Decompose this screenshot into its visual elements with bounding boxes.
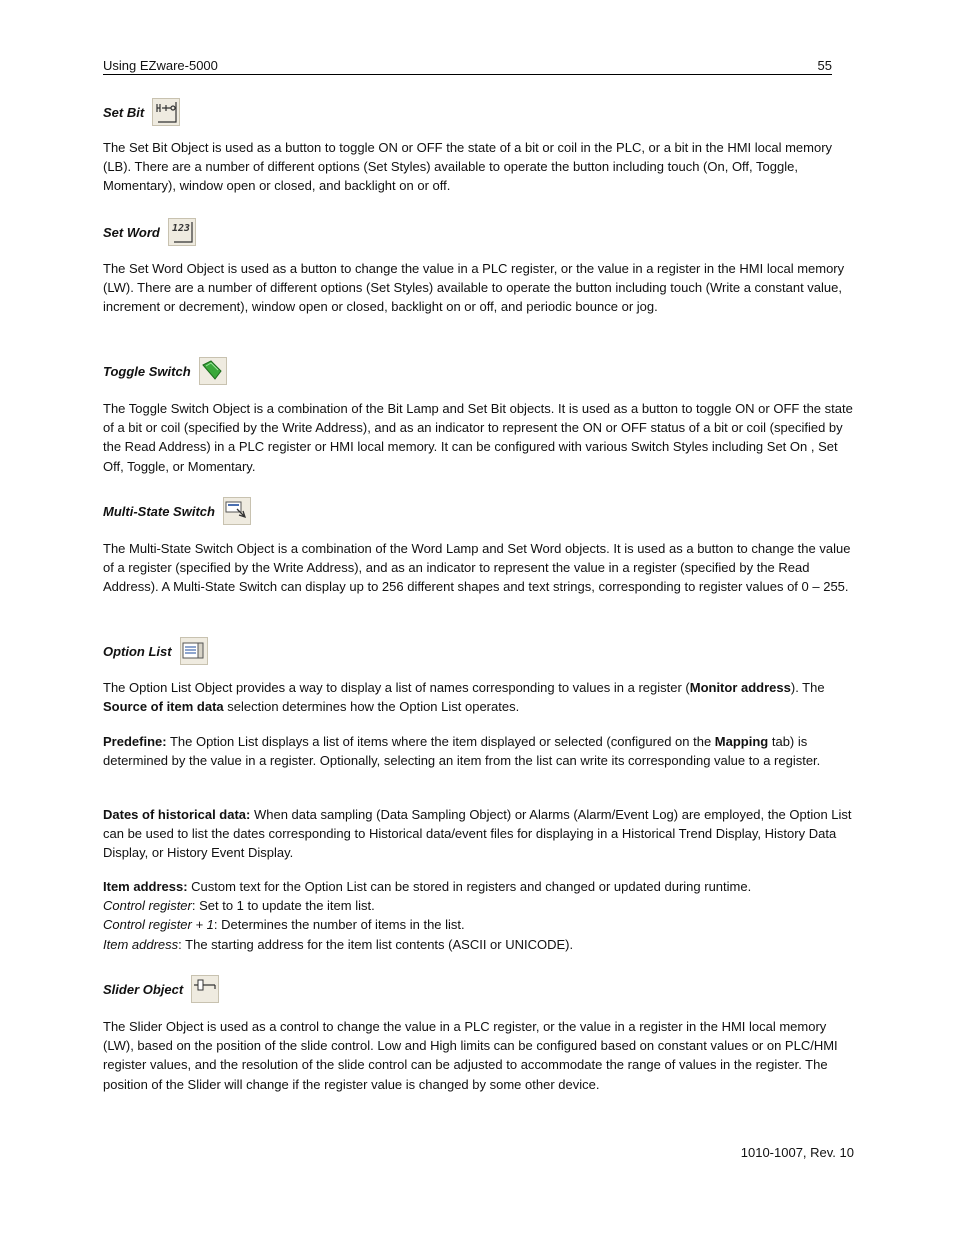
multi-state-switch-icon (223, 497, 251, 525)
predefine-text: The Option List displays a list of items where the item displayed or selected (configured on the (166, 734, 715, 749)
multi-state-switch-title: Multi-State Switch (103, 504, 215, 519)
option-list-intro-end: selection determines how the Option List operates. (223, 699, 520, 715)
set-word-description: The Set Word Object is used as a button to change the value in a PLC register, or the value in a register in the HMI local memory (LW). There are a number of different options (Set Styles) available to operate the button including touch (Write a constant value, increment or decrement), window open or closed, backlight on or off, and periodic bounce or jog. (103, 261, 845, 315)
set-bit-title: Set Bit (103, 105, 145, 120)
control-register-plus-one-label: Control register + 1 (103, 917, 214, 933)
set-word-title: Set Word (103, 225, 160, 240)
monitor-address-term: Monitor address (689, 680, 791, 695)
slider-icon (191, 975, 219, 1003)
source-of-item-data-term: Source of item data (103, 699, 224, 715)
multi-state-switch-description: The Multi-State Switch Object is a combination of the Word Lamp and Set Word objects. It is used as a button to change the value of a register (specified by the Write Address), and as an indicator to represent the value in a register (specified by the Read Address). A Multi-State Switch can display up to 256 different shapes and text strings, corresponding to register values of 0 – 255. (103, 541, 851, 595)
item-address-italic-label: Item address (103, 936, 179, 952)
item-address-text: Custom text for the Option List can be stored in registers and changed or updated during runtime. (187, 879, 752, 894)
mapping-term: Mapping (714, 734, 769, 749)
option-list-intro-text: The Option List Object provides a way to display a list of names corresponding to values in a register ( (103, 680, 690, 695)
slider-heading (103, 969, 219, 997)
toggle-switch-icon (199, 357, 227, 385)
control-register-text: : Set to 1 to update the item list. (191, 898, 375, 914)
set-bit-description: The Set Bit Object is used as a button to toggle ON or OFF the state of a bit or coil in the PLC, or a bit in the HMI local memory (LB). There are a number of different options (Set Styles) available to operate the button including touch (On, Off, Toggle, Momentary), window open or closed, and backlight on or off. (103, 140, 833, 194)
dates-paragraph (103, 805, 854, 863)
header-title: Using EZware-5000 (103, 58, 218, 73)
item-address-paragraph (103, 877, 854, 954)
toggle-switch-heading (103, 351, 227, 379)
multi-state-switch-heading (103, 491, 251, 519)
option-list-heading (103, 631, 208, 659)
set-word-heading (103, 212, 196, 240)
predefine-text-end: tab) is determined by the value in a register. Optionally, selecting an item from the list can write its corresponding value to a register. (103, 734, 821, 769)
set-bit-heading (103, 92, 180, 120)
set-word-icon (168, 218, 196, 246)
svg-text:123: 123 (171, 223, 190, 234)
page-footer: 1010-1007, Rev. 10 (740, 1145, 854, 1160)
control-register-plus-one-text: : Determines the number of items in the list. (213, 917, 465, 933)
set-bit-icon (152, 98, 180, 126)
control-register-label: Control register (103, 898, 192, 914)
header-page-number: 55 (817, 58, 832, 73)
slider-description: The Slider Object is used as a control to change the value in a PLC register, or the value in a register in the HMI local memory (LW), based on the position of the slide control. Low and High limits can be configured based on constant values or on PLC/HMI register values, and the resolution of the slide control can be adjusted to accommodate the range of values in the register. The position of the Slider will change if the register value is changed by some other device. (103, 1019, 838, 1092)
item-address-italic-text: : The starting address for the item list contents (ASCII or UNICODE). (178, 936, 574, 952)
toggle-switch-title: Toggle Switch (103, 364, 191, 379)
option-list-intro (103, 678, 854, 716)
option-list-title: Option List (103, 644, 172, 659)
option-list-icon (180, 637, 208, 665)
slider-title: Slider Object (103, 982, 184, 997)
page-header (103, 58, 832, 75)
toggle-switch-description: The Toggle Switch Object is a combination of the Bit Lamp and Set Bit objects. It is used as a button to toggle ON or OFF the state of a bit or coil (specified by the Write Address), and as an indicator to represent the ON or OFF status of a bit or coil (specified by the Read Address) in a PLC register or HMI local memory. It can be configured with various Switch Styles including Set On , Set Off, Toggle, or Momentary. (103, 401, 853, 474)
predefine-label: Predefine: (103, 734, 167, 749)
option-list-intro-mid: ). The (790, 680, 825, 695)
dates-text: When data sampling (Data Sampling Object) or Alarms (Alarm/Event Log) are employed, the Option List can be used to list the dates corresponding to Historical data/event files for displaying in a Historical Trend Display, History Data Display, or History Event Display. (103, 807, 852, 861)
item-address-label: Item address: (103, 879, 188, 894)
dates-label: Dates of historical data: (103, 807, 251, 822)
predefine-paragraph (103, 732, 854, 770)
